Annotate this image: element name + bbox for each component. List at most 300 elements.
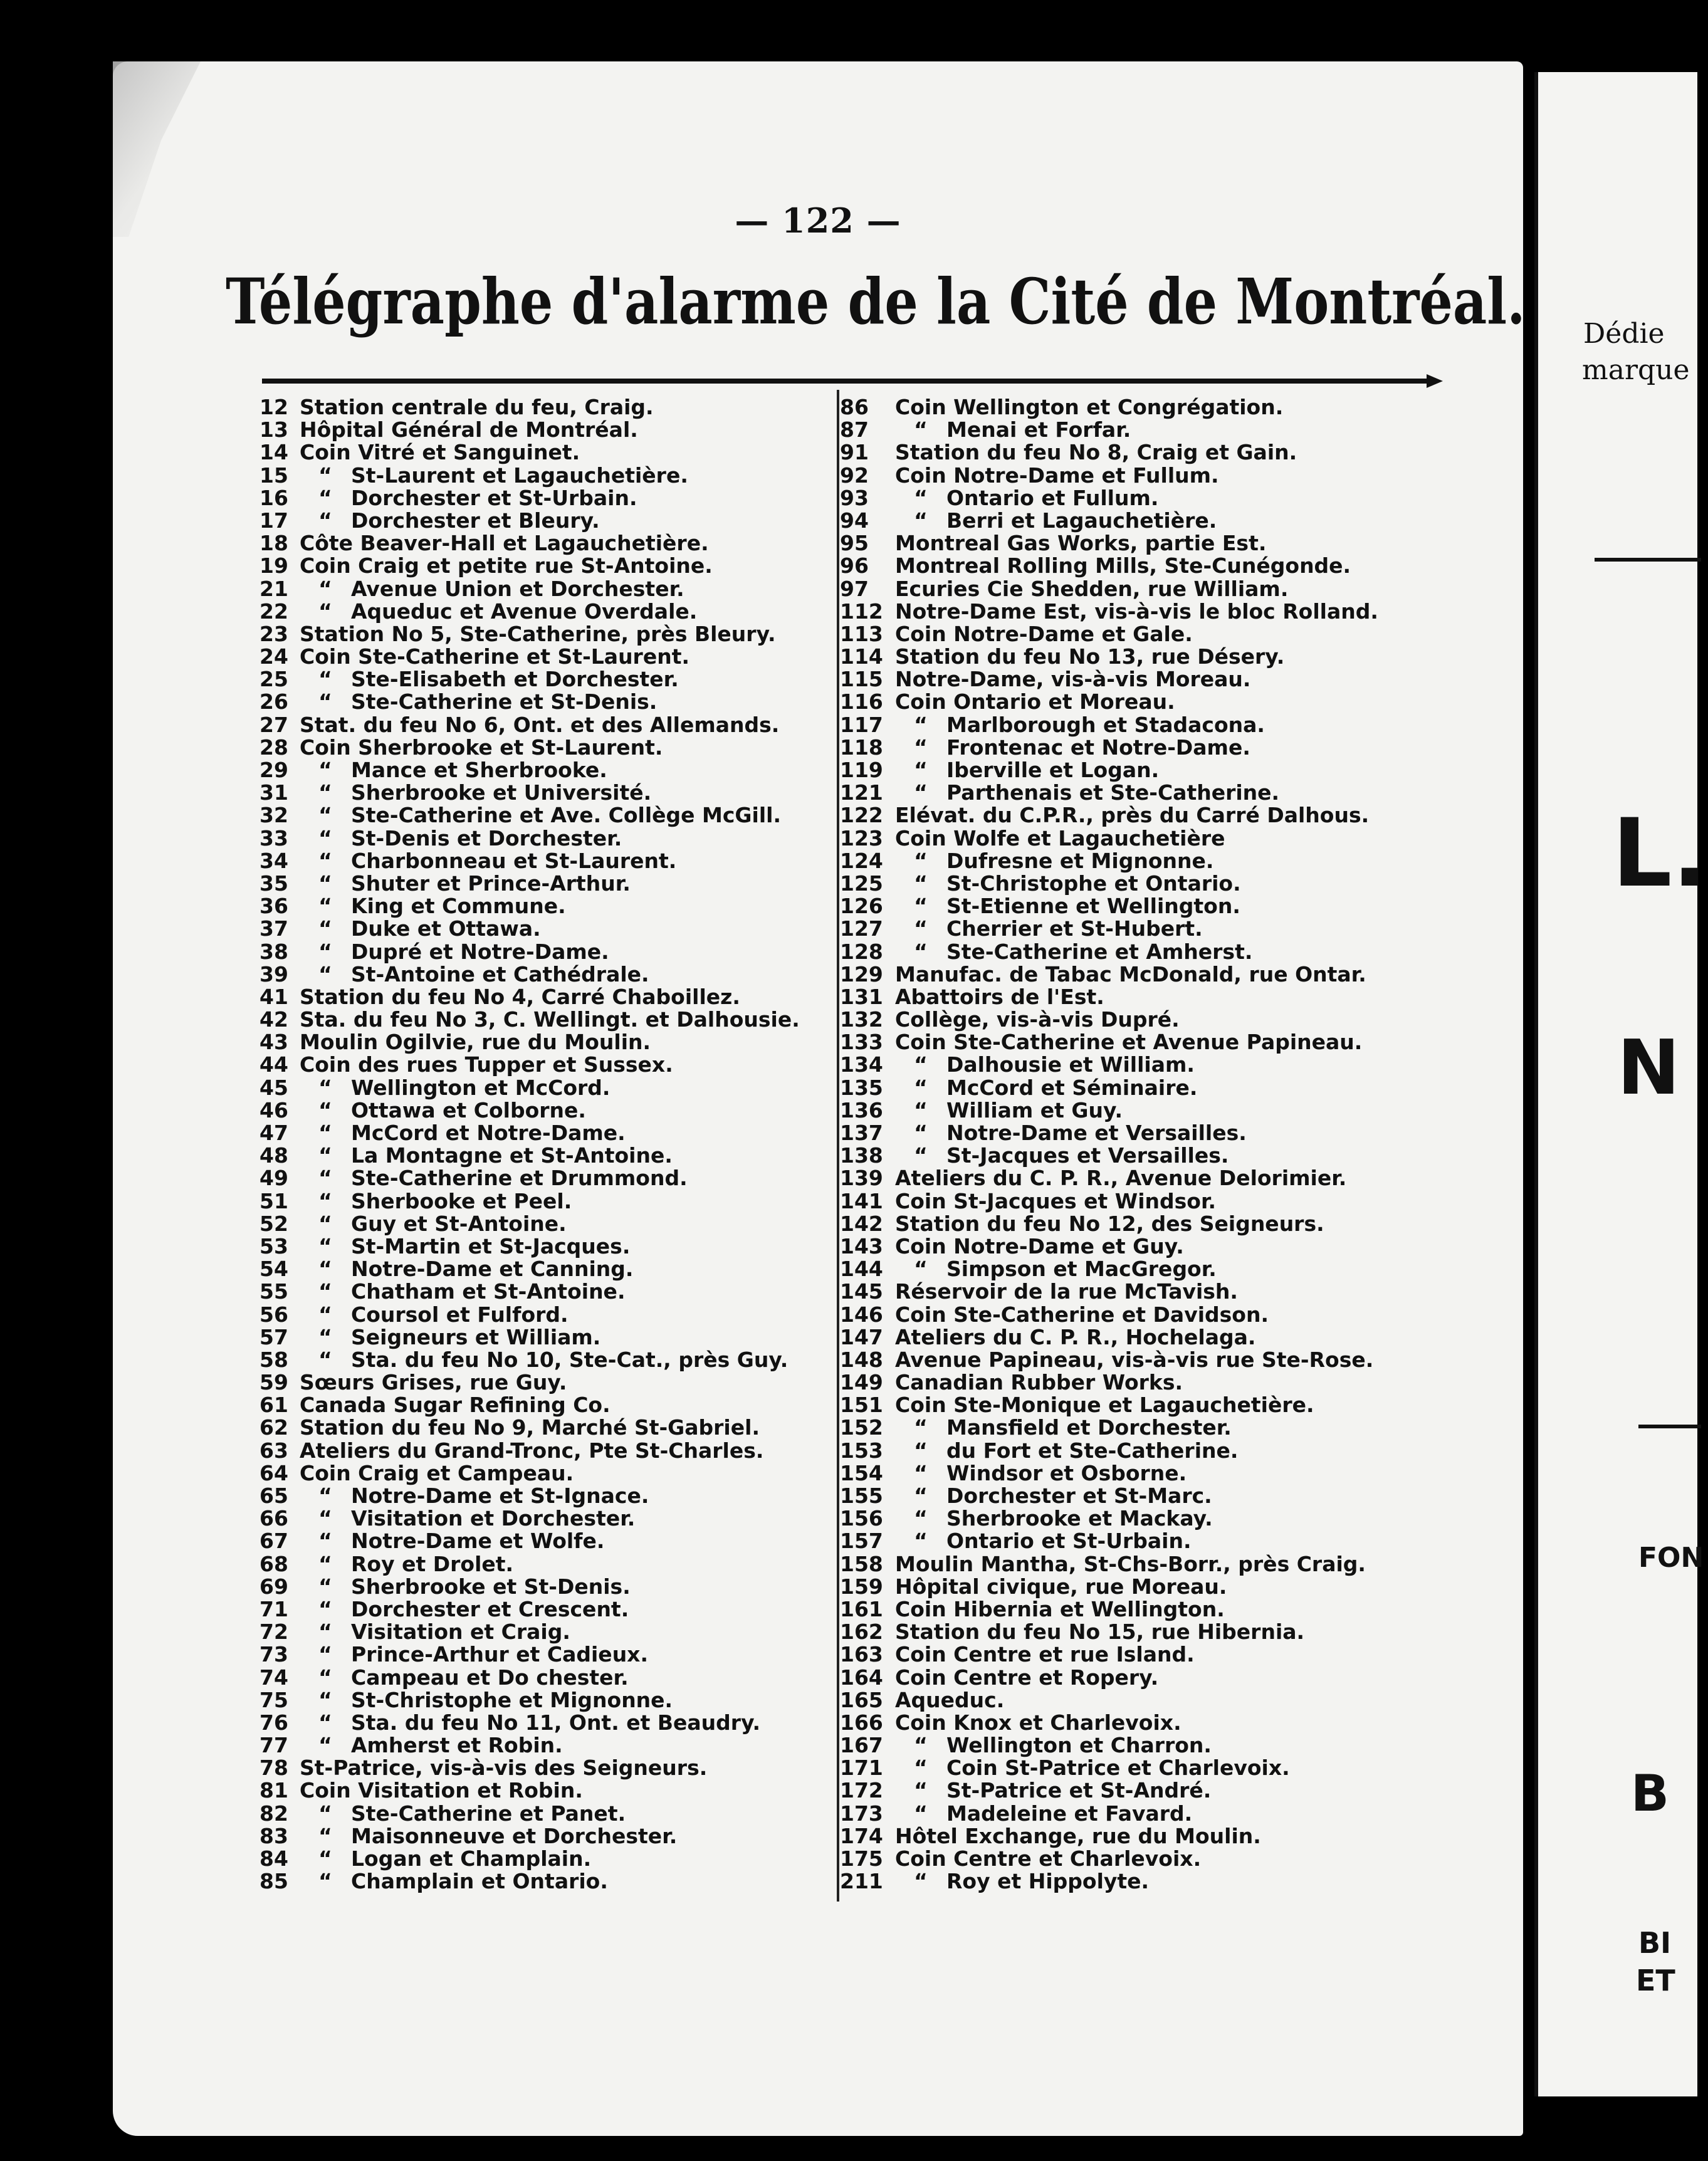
ditto-mark: “ — [914, 1121, 928, 1145]
alarm-box-entry — [259, 1122, 830, 1144]
alarm-box-entry — [840, 714, 1598, 736]
alarm-box-entry — [259, 1235, 830, 1258]
ditto-mark: “ — [318, 1710, 332, 1735]
alarm-box-location: Visitation et Craig. — [351, 1619, 570, 1645]
alarm-box-entry — [259, 827, 830, 850]
alarm-box-location: Avenue Union et Dorchester. — [351, 576, 684, 601]
alarm-box-entry — [840, 1848, 1598, 1870]
ditto-mark: “ — [318, 508, 332, 533]
alarm-box-entry — [259, 1530, 830, 1552]
alarm-box-location: Menai et Forfar. — [946, 417, 1131, 442]
alarm-box-number: 36 — [259, 894, 288, 919]
alarm-box-number: 26 — [259, 689, 288, 714]
adjacent-page-heading-1: L. — [1612, 799, 1708, 908]
alarm-box-location: Coin St-Jacques et Windsor. — [895, 1188, 1217, 1213]
alarm-box-number: 126 — [840, 894, 883, 919]
ditto-mark: “ — [914, 871, 928, 896]
alarm-box-location: Canada Sugar Refining Co. — [300, 1393, 610, 1418]
alarm-box-number: 64 — [259, 1460, 288, 1485]
alarm-box-entry — [259, 1734, 830, 1757]
alarm-box-entry — [840, 1326, 1598, 1349]
alarm-box-location: Ste-Catherine et Drummond. — [351, 1166, 688, 1191]
alarm-box-entry — [840, 736, 1598, 759]
alarm-box-number: 46 — [259, 1097, 288, 1122]
alarm-box-number: 165 — [840, 1687, 883, 1712]
alarm-box-entry — [840, 986, 1598, 1008]
alarm-box-entry — [840, 1258, 1598, 1280]
alarm-box-number: 32 — [259, 803, 288, 828]
alarm-box-number: 173 — [840, 1801, 883, 1826]
alarm-box-entry — [840, 1689, 1598, 1712]
alarm-box-entry — [840, 1643, 1598, 1666]
alarm-box-entry — [840, 646, 1598, 668]
alarm-box-number: 174 — [840, 1823, 883, 1848]
alarm-box-number: 115 — [840, 667, 883, 692]
alarm-box-entry — [259, 441, 830, 464]
alarm-box-number: 158 — [840, 1551, 883, 1576]
ditto-mark: “ — [318, 1188, 332, 1213]
alarm-box-entry — [840, 1803, 1598, 1825]
alarm-box-entry — [259, 510, 830, 532]
ditto-mark: “ — [318, 825, 332, 850]
alarm-box-entry — [840, 1553, 1598, 1576]
ditto-mark: “ — [914, 1778, 928, 1803]
ditto-mark: “ — [318, 1733, 332, 1758]
alarm-box-location: Hôpital Général de Montréal. — [300, 417, 638, 442]
alarm-box-entry — [840, 850, 1598, 872]
ditto-mark: “ — [318, 1506, 332, 1531]
alarm-box-entry — [259, 396, 830, 419]
alarm-box-number: 157 — [840, 1529, 883, 1554]
alarm-box-number: 116 — [840, 689, 883, 714]
adjacent-page-small-2: BI — [1638, 1926, 1672, 1960]
alarm-box-location: Madeleine et Favard. — [946, 1801, 1193, 1826]
ditto-mark: “ — [914, 508, 928, 533]
alarm-box-number: 148 — [840, 1347, 883, 1372]
alarm-box-entry — [840, 963, 1598, 986]
alarm-box-number: 51 — [259, 1188, 288, 1213]
ditto-mark: “ — [318, 1483, 332, 1508]
column-divider — [837, 390, 839, 1902]
alarm-box-entry — [259, 1349, 830, 1371]
alarm-box-location: St-Jacques et Versailles. — [946, 1143, 1229, 1168]
alarm-box-entry — [259, 1099, 830, 1122]
alarm-box-location: Mansfield et Dorchester. — [946, 1415, 1232, 1440]
alarm-box-entry — [840, 396, 1598, 419]
alarm-box-entry — [259, 782, 830, 804]
ditto-mark: “ — [914, 1755, 928, 1781]
alarm-box-entry — [840, 1870, 1598, 1893]
alarm-box-location: Ontario et Fullum. — [946, 485, 1159, 510]
alarm-box-location: Station du feu No 12, des Seigneurs. — [895, 1211, 1324, 1236]
alarm-box-number: 139 — [840, 1166, 883, 1191]
alarm-box-number: 84 — [259, 1846, 288, 1871]
alarm-box-entry — [259, 600, 830, 623]
ditto-mark: “ — [318, 667, 332, 692]
alarm-box-entry — [259, 986, 830, 1008]
alarm-box-location: Dupré et Notre-Dame. — [351, 939, 609, 964]
alarm-box-number: 82 — [259, 1801, 288, 1826]
alarm-box-location: Frontenac et Notre-Dame. — [946, 735, 1250, 760]
alarm-box-number: 123 — [840, 825, 883, 850]
alarm-box-location: Ste-Catherine et Amherst. — [946, 939, 1253, 964]
alarm-box-location: Ste-Catherine et Panet. — [351, 1801, 626, 1826]
ditto-mark: “ — [914, 1869, 928, 1894]
alarm-box-location: Coin Centre et rue Island. — [895, 1642, 1195, 1667]
alarm-box-number: 76 — [259, 1710, 288, 1735]
alarm-box-entry — [840, 510, 1598, 532]
ditto-mark: “ — [318, 1347, 332, 1372]
alarm-box-entry — [259, 1689, 830, 1712]
alarm-box-entry — [259, 1304, 830, 1326]
alarm-box-number: 124 — [840, 848, 883, 873]
alarm-box-entry — [840, 1235, 1598, 1258]
ditto-mark: “ — [318, 939, 332, 964]
ditto-mark: “ — [914, 1257, 928, 1282]
alarm-box-number: 155 — [840, 1483, 883, 1508]
alarm-box-number: 49 — [259, 1166, 288, 1191]
alarm-box-number: 132 — [840, 1007, 883, 1032]
alarm-box-entry — [840, 1416, 1598, 1439]
alarm-box-number: 211 — [840, 1869, 883, 1894]
alarm-box-entry — [840, 600, 1598, 623]
ditto-mark: “ — [318, 1324, 332, 1349]
alarm-box-location: Notre-Dame et Canning. — [351, 1257, 634, 1282]
ditto-mark: “ — [318, 1596, 332, 1621]
alarm-box-location: Iberville et Logan. — [946, 758, 1160, 782]
alarm-box-number: 14 — [259, 440, 288, 465]
alarm-box-number: 122 — [840, 803, 883, 828]
alarm-box-entry — [259, 1576, 830, 1598]
alarm-box-number: 81 — [259, 1778, 288, 1803]
alarm-box-entry — [840, 1576, 1598, 1598]
alarm-box-number: 78 — [259, 1755, 288, 1781]
alarm-box-entry — [259, 1167, 830, 1190]
alarm-box-number: 13 — [259, 417, 288, 442]
alarm-box-entry — [840, 1122, 1598, 1144]
alarm-box-number: 31 — [259, 780, 288, 805]
alarm-box-location: Sta. du feu No 11, Ont. et Beaudry. — [351, 1710, 761, 1735]
alarm-box-number: 166 — [840, 1710, 883, 1735]
alarm-box-location: Sta. du feu No 10, Ste-Cat., près Guy. — [351, 1347, 789, 1372]
alarm-box-entry — [259, 1440, 830, 1462]
alarm-box-number: 93 — [840, 485, 869, 510]
alarm-box-number: 73 — [259, 1642, 288, 1667]
alarm-box-entry — [259, 555, 830, 577]
alarm-box-number: 121 — [840, 780, 883, 805]
alarm-box-number: 75 — [259, 1687, 288, 1712]
alarm-box-number: 21 — [259, 576, 288, 601]
alarm-box-entry — [840, 804, 1598, 827]
alarm-box-number: 171 — [840, 1755, 883, 1781]
ditto-mark: “ — [318, 1097, 332, 1122]
ditto-mark: “ — [914, 939, 928, 964]
alarm-box-number: 18 — [259, 531, 288, 556]
ditto-mark: “ — [318, 1279, 332, 1304]
alarm-box-entry — [840, 1190, 1598, 1213]
alarm-box-number: 39 — [259, 961, 288, 986]
alarm-box-location: King et Commune. — [351, 894, 566, 919]
alarm-box-number: 128 — [840, 939, 883, 964]
alarm-box-number: 137 — [840, 1121, 883, 1145]
alarm-box-number: 72 — [259, 1619, 288, 1645]
alarm-box-location: St-Laurent et Lagauchetière. — [351, 463, 688, 488]
adjacent-page-heading-2: N — [1617, 1025, 1680, 1112]
alarm-box-entry — [840, 782, 1598, 804]
alarm-box-location: Dorchester et Bleury. — [351, 508, 600, 533]
alarm-box-number: 61 — [259, 1393, 288, 1418]
ditto-mark: “ — [914, 735, 928, 760]
alarm-box-entry — [259, 804, 830, 827]
alarm-box-location: Coursol et Fulford. — [351, 1302, 568, 1327]
alarm-box-location: Côte Beaver-Hall et Lagauchetière. — [300, 531, 709, 556]
alarm-box-entry — [840, 419, 1598, 441]
alarm-box-location: Sherbrooke et Mackay. — [946, 1506, 1213, 1531]
alarm-box-location: Abattoirs de l'Est. — [895, 984, 1104, 1009]
alarm-box-entry — [259, 1416, 830, 1439]
alarm-box-location: St-Martin et St-Jacques. — [351, 1233, 631, 1258]
alarm-box-location: Canadian Rubber Works. — [895, 1370, 1183, 1395]
alarm-box-location: Prince-Arthur et Cadieux. — [351, 1642, 649, 1667]
book-page — [113, 61, 1526, 2136]
alarm-box-location: Ateliers du Grand-Tronc, Pte St-Charles. — [300, 1438, 764, 1463]
alarm-box-number: 22 — [259, 599, 288, 624]
alarm-box-location: Charbonneau et St-Laurent. — [351, 848, 677, 873]
ditto-mark: “ — [318, 485, 332, 510]
ditto-mark: “ — [914, 916, 928, 941]
alarm-box-location: Notre-Dame et St-Ignace. — [351, 1483, 649, 1508]
alarm-box-location: Aqueduc et Avenue Overdale. — [351, 599, 698, 624]
alarm-box-entry — [259, 1280, 830, 1303]
alarm-box-number: 149 — [840, 1370, 883, 1395]
alarm-box-number: 114 — [840, 644, 883, 669]
alarm-box-number: 86 — [840, 395, 869, 419]
alarm-box-location: Coin Ste-Catherine et Davidson. — [895, 1302, 1269, 1327]
alarm-box-entry — [840, 872, 1598, 895]
alarm-box-entry — [840, 1757, 1598, 1779]
ditto-mark: “ — [914, 1438, 928, 1463]
alarm-box-entry — [840, 1031, 1598, 1054]
ditto-mark: “ — [914, 894, 928, 919]
alarm-box-location: Hôtel Exchange, rue du Moulin. — [895, 1823, 1261, 1848]
ditto-mark: “ — [318, 1121, 332, 1145]
alarm-box-location: Dorchester et Crescent. — [351, 1596, 629, 1621]
alarm-box-number: 52 — [259, 1211, 288, 1236]
alarm-box-location: Station du feu No 15, rue Hibernia. — [895, 1619, 1305, 1645]
alarm-box-entry — [259, 1621, 830, 1643]
alarm-box-location: Guy et St-Antoine. — [351, 1211, 567, 1236]
alarm-box-location: Réservoir de la rue McTavish. — [895, 1279, 1238, 1304]
alarm-box-number: 161 — [840, 1596, 883, 1621]
alarm-box-entry — [840, 1077, 1598, 1099]
alarm-box-location: Berri et Lagauchetière. — [946, 508, 1217, 533]
alarm-box-location: Ateliers du C. P. R., Avenue Delorimier. — [895, 1166, 1347, 1191]
alarm-box-entry — [840, 1621, 1598, 1643]
alarm-box-number: 33 — [259, 825, 288, 850]
alarm-box-number: 44 — [259, 1052, 288, 1077]
alarm-box-location: St-Patrice et St-André. — [946, 1778, 1212, 1803]
alarm-box-location: Marlborough et Stadacona. — [946, 712, 1265, 737]
ditto-mark: “ — [914, 1052, 928, 1077]
ditto-mark: “ — [914, 1733, 928, 1758]
ditto-mark: “ — [914, 1075, 928, 1100]
alarm-box-number: 141 — [840, 1188, 883, 1213]
ditto-mark: “ — [318, 1551, 332, 1576]
ditto-mark: “ — [318, 576, 332, 601]
alarm-box-number: 159 — [840, 1574, 883, 1599]
ditto-mark: “ — [318, 1574, 332, 1599]
alarm-box-location: Coin Notre-Dame et Fullum. — [895, 463, 1219, 488]
alarm-box-number: 87 — [840, 417, 869, 442]
alarm-box-location: Avenue Papineau, vis-à-vis rue Ste-Rose. — [895, 1347, 1374, 1372]
alarm-box-number: 147 — [840, 1324, 883, 1349]
alarm-box-location: McCord et Séminaire. — [946, 1075, 1198, 1100]
alarm-box-location: Maisonneuve et Dorchester. — [351, 1823, 678, 1848]
ditto-mark: “ — [914, 1506, 928, 1531]
adjacent-page-small-1: FON — [1638, 1542, 1704, 1574]
ditto-mark: “ — [318, 894, 332, 919]
alarm-box-number: 23 — [259, 621, 288, 646]
alarm-box-number: 24 — [259, 644, 288, 669]
alarm-box-number: 144 — [840, 1257, 883, 1282]
ditto-mark: “ — [318, 1801, 332, 1826]
alarm-box-number: 145 — [840, 1279, 883, 1304]
alarm-box-entry — [259, 1213, 830, 1235]
alarm-box-location: Campeau et Do chester. — [351, 1665, 629, 1690]
ditto-mark: “ — [318, 463, 332, 488]
alarm-box-entry — [259, 1371, 830, 1394]
header-rule-tip — [1427, 374, 1443, 388]
header-rule — [262, 379, 1432, 384]
alarm-box-location: Station du feu No 4, Carré Chaboillez. — [300, 984, 740, 1009]
adjacent-page-text-1: Dédie — [1583, 318, 1665, 350]
alarm-box-number: 135 — [840, 1075, 883, 1100]
alarm-box-entry — [259, 1190, 830, 1213]
alarm-box-entry — [840, 895, 1598, 918]
alarm-box-location: Dorchester et St-Marc. — [946, 1483, 1212, 1508]
alarm-box-location: Roy et Drolet. — [351, 1551, 514, 1576]
ditto-mark: “ — [318, 1869, 332, 1894]
alarm-box-entry — [259, 1258, 830, 1280]
alarm-box-number: 63 — [259, 1438, 288, 1463]
alarm-box-number: 66 — [259, 1506, 288, 1531]
alarm-box-location: Station No 5, Ste-Catherine, près Bleury. — [300, 621, 776, 646]
alarm-box-entry — [840, 1598, 1598, 1621]
alarm-box-number: 129 — [840, 961, 883, 986]
alarm-box-number: 151 — [840, 1393, 883, 1418]
alarm-box-entry — [840, 1440, 1598, 1462]
alarm-box-entry — [259, 1008, 830, 1031]
alarm-box-location: Amherst et Robin. — [351, 1733, 563, 1758]
ditto-mark: “ — [914, 1529, 928, 1554]
alarm-box-entry — [840, 1394, 1598, 1416]
alarm-box-number: 146 — [840, 1302, 883, 1327]
alarm-box-number: 55 — [259, 1279, 288, 1304]
alarm-box-location: St-Denis et Dorchester. — [351, 825, 622, 850]
alarm-box-number: 142 — [840, 1211, 883, 1236]
ditto-mark: “ — [318, 1302, 332, 1327]
alarm-box-number: 65 — [259, 1483, 288, 1508]
alarm-box-location: Duke et Ottawa. — [351, 916, 541, 941]
ditto-mark: “ — [318, 961, 332, 986]
alarm-box-entry — [259, 1779, 830, 1802]
alarm-box-entry — [840, 623, 1598, 646]
alarm-box-entry — [840, 1099, 1598, 1122]
alarm-box-number: 77 — [259, 1733, 288, 1758]
alarm-box-number: 96 — [840, 553, 869, 578]
alarm-box-number: 48 — [259, 1143, 288, 1168]
alarm-box-location: Coin Knox et Charlevoix. — [895, 1710, 1181, 1735]
alarm-box-location: Mance et Sherbrooke. — [351, 758, 607, 782]
alarm-box-number: 94 — [840, 508, 869, 533]
alarm-box-number: 119 — [840, 758, 883, 782]
alarm-box-entry — [840, 1712, 1598, 1734]
alarm-box-number: 19 — [259, 553, 288, 578]
ditto-mark: “ — [914, 712, 928, 737]
alarm-box-location: Station du feu No 13, rue Désery. — [895, 644, 1285, 669]
alarm-box-number: 112 — [840, 599, 883, 624]
ditto-mark: “ — [914, 1483, 928, 1508]
alarm-box-location: Montreal Rolling Mills, Ste-Cunégonde. — [895, 553, 1351, 578]
alarm-box-number: 58 — [259, 1347, 288, 1372]
alarm-box-number: 134 — [840, 1052, 883, 1077]
alarm-box-entry — [840, 1530, 1598, 1552]
alarm-box-number: 53 — [259, 1233, 288, 1258]
alarm-box-entry — [259, 1077, 830, 1099]
alarm-box-number: 16 — [259, 485, 288, 510]
alarm-box-location: Coin Centre et Ropery. — [895, 1665, 1159, 1690]
alarm-box-number: 153 — [840, 1438, 883, 1463]
alarm-box-location: Chatham et St-Antoine. — [351, 1279, 626, 1304]
alarm-box-location: Stat. du feu No 6, Ont. et des Allemands. — [300, 712, 780, 737]
adjacent-page-text-2: marque — [1582, 354, 1690, 386]
alarm-box-entry — [259, 1598, 830, 1621]
alarm-box-entry — [259, 646, 830, 668]
alarm-box-entry — [840, 1213, 1598, 1235]
alarm-box-location: St-Antoine et Cathédrale. — [351, 961, 649, 986]
alarm-box-location: Hôpital civique, rue Moreau. — [895, 1574, 1227, 1599]
alarm-box-entry — [840, 1485, 1598, 1507]
alarm-box-number: 54 — [259, 1257, 288, 1282]
left-column — [259, 396, 830, 1893]
alarm-box-location: Shuter et Prince-Arthur. — [351, 871, 631, 896]
ditto-mark: “ — [318, 1642, 332, 1667]
alarm-box-location: Coin Craig et Campeau. — [300, 1460, 574, 1485]
alarm-box-location: Sherbrooke et St-Denis. — [351, 1574, 631, 1599]
alarm-box-entry — [840, 532, 1598, 555]
alarm-box-location: Coin Visitation et Robin. — [300, 1778, 583, 1803]
alarm-box-location: du Fort et Ste-Catherine. — [946, 1438, 1239, 1463]
alarm-box-location: Coin Sherbrooke et St-Laurent. — [300, 735, 663, 760]
alarm-box-entry — [259, 714, 830, 736]
alarm-box-entry — [259, 1144, 830, 1167]
alarm-box-number: 25 — [259, 667, 288, 692]
alarm-box-number: 164 — [840, 1665, 883, 1690]
alarm-box-location: Coin des rues Tupper et Sussex. — [300, 1052, 673, 1077]
alarm-box-number: 74 — [259, 1665, 288, 1690]
alarm-box-entry — [840, 1734, 1598, 1757]
alarm-box-number: 69 — [259, 1574, 288, 1599]
alarm-box-number: 34 — [259, 848, 288, 873]
alarm-box-entry — [259, 1462, 830, 1485]
alarm-box-entry — [259, 759, 830, 782]
alarm-box-number: 156 — [840, 1506, 883, 1531]
alarm-box-entry — [840, 1008, 1598, 1031]
ditto-mark: “ — [914, 1143, 928, 1168]
alarm-box-entry — [259, 1870, 830, 1893]
alarm-box-number: 15 — [259, 463, 288, 488]
adjacent-page-rule-1 — [1595, 558, 1701, 562]
